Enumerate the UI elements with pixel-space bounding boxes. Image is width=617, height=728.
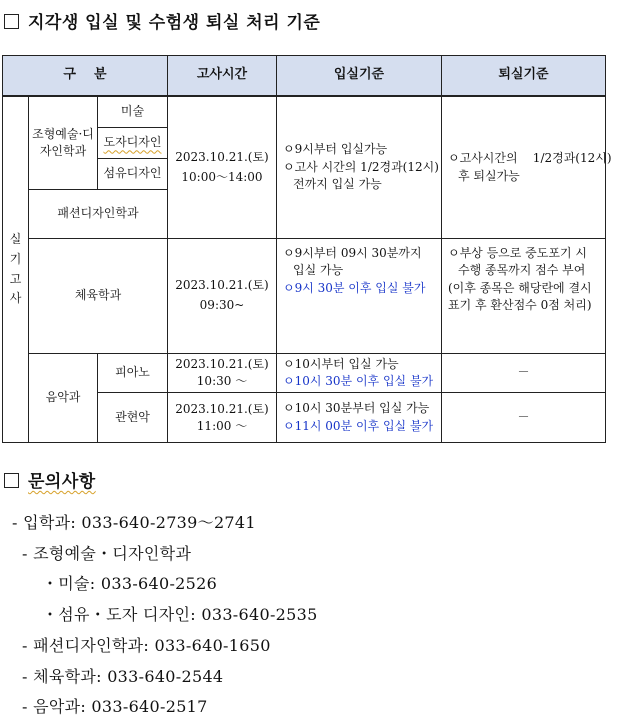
piano-exam-time: 2023.10.21.(토) 10:30 ～ — [167, 353, 277, 393]
practical-exam-label: 실 기 고 사 — [2, 96, 29, 443]
major-piano: 피아노 — [97, 353, 168, 393]
section-title-text: 지각생 입실 및 수험생 퇴실 처리 기준 — [28, 13, 321, 33]
piano-exit-criteria: － — [441, 353, 606, 393]
dept-fine-arts-design: 조형예술·디자인학과 — [28, 96, 98, 190]
group1-entry-criteria: ㅇ9시부터 입실가능 ㅇ고사 시간의 1/2경과(12시) 전까지 입실 가능 — [276, 96, 442, 239]
group2-exam-time: 2023.10.21.(토) 09:30~ — [167, 238, 277, 354]
orchestral-exit-criteria: － — [441, 392, 606, 443]
major-ceramic-design: 도자디자인 — [97, 127, 168, 159]
section-title-criteria — [4, 8, 320, 33]
group1-exit-criteria: ㅇ고사시간의 1/2경과(12시) 후 퇴실가능 — [441, 96, 606, 239]
piano-entry-criteria: ㅇ10시부터 입실 가능 ㅇ10시 30분 이후 입실 불가 — [276, 353, 442, 393]
contact-fashion: - 패션디자인학과: 033-640-1650 — [22, 636, 271, 655]
dept-physical-education: 체육학과 — [28, 238, 168, 354]
header-exit-criteria: 퇴실기준 — [441, 55, 606, 97]
checkbox-square-icon — [4, 473, 19, 488]
contact-textile-ceramic: ・섬유・도자 디자인: 033-640-2535 — [42, 605, 318, 624]
section-title-inquiries — [4, 467, 96, 492]
group2-exit-criteria: ㅇ부상 등으로 중도포기 시 수행 종목까지 점수 부여 (이후 종목은 해당란에 결시 표기 후 환산점수 0점 처리) — [441, 238, 606, 354]
dept-music: 음악과 — [28, 353, 98, 443]
contact-physical-education: - 체육학과: 033-640-2544 — [22, 667, 224, 686]
header-category: 구 분 — [2, 55, 168, 97]
contact-music: - 음악과: 033-640-2517 — [22, 697, 208, 716]
contact-fine-arts-design: - 조형예술・디자인학과 — [22, 544, 192, 563]
section-title-text: 문의사항 — [28, 472, 96, 492]
major-textile-design: 섬유디자인 — [97, 158, 168, 190]
orchestral-exam-time: 2023.10.21.(토) 11:00 ～ — [167, 392, 277, 443]
contact-art: ・미술: 033-640-2526 — [42, 574, 218, 593]
major-orchestral: 관현악 — [97, 392, 168, 443]
major-art: 미술 — [97, 96, 168, 128]
contact-admissions: - 입학과: 033-640-2739～2741 — [12, 513, 256, 532]
group1-exam-time: 2023.10.21.(토) 10:00～14:00 — [167, 96, 277, 239]
group2-entry-criteria: ㅇ9시부터 09시 30분까지 입실 가능 ㅇ9시 30분 이후 입실 불가 — [276, 238, 442, 354]
dept-fashion-design: 패션디자인학과 — [28, 189, 168, 239]
orchestral-entry-criteria: ㅇ10시 30분부터 입실 가능 ㅇ11시 00분 이후 입실 불가 — [276, 392, 442, 443]
header-exam-time: 고사시간 — [167, 55, 277, 97]
header-entry-criteria: 입실기준 — [276, 55, 442, 97]
checkbox-square-icon — [4, 14, 19, 29]
